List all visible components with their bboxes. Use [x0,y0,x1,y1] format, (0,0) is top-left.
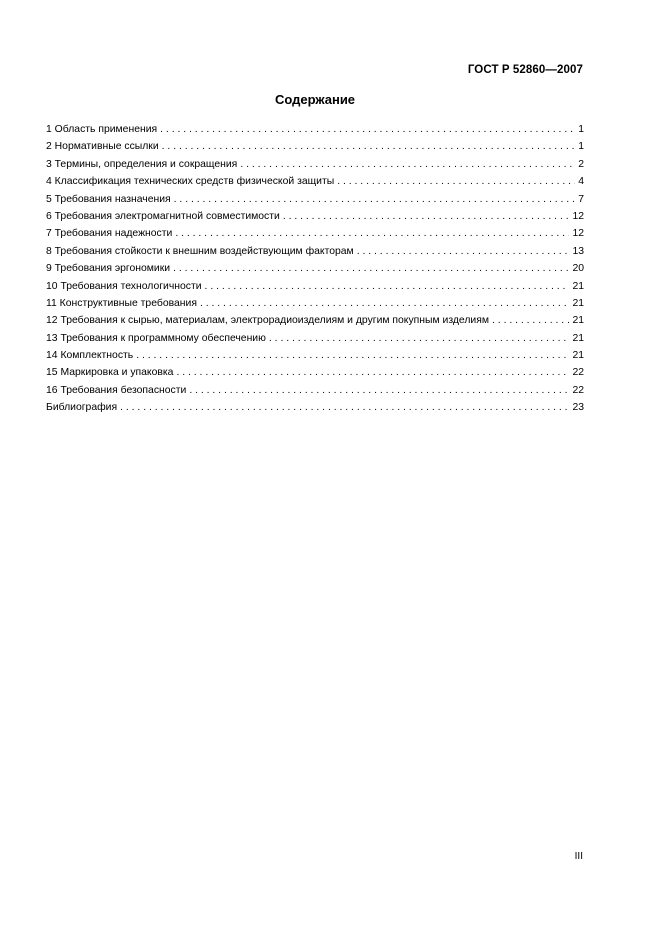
toc-entry[interactable] [46,260,584,277]
toc-entry-page: 21 [572,315,584,327]
toc-entry-page: 21 [572,350,584,362]
toc-entry-page: 12 [572,210,584,222]
toc-entry-page: 21 [572,332,584,344]
toc-entry-page: 22 [572,367,584,379]
toc-entry-title: 1 Область применения [46,124,158,135]
dot-leader [120,399,569,416]
dot-leader [200,295,569,312]
dot-leader [283,208,570,225]
toc-entry-title: 11 Конструктивные требования [46,297,197,309]
document-code: ГОСТ Р 52860—2007 [467,64,583,76]
toc-entry-title: 7 Требования надежности [46,228,173,240]
dot-leader [175,225,569,242]
toc-entry[interactable] [46,347,584,364]
toc-entry-page: 22 [572,384,584,396]
toc-entry[interactable] [46,208,584,225]
toc-entry-title: 9 Требования эргономики [46,263,171,275]
dot-leader [176,364,569,381]
toc-entry-title: 5 Требования назначения [46,193,171,205]
toc-entry-title: 14 Комплектность [46,350,134,362]
toc-entry[interactable] [46,173,584,190]
table-of-contents [46,121,584,417]
dot-leader [357,243,570,260]
toc-title: Содержание [274,92,356,107]
toc-entry-title: 12 Требования к сырью, материалам, электрорадиоизделиям и другим покупным изделиям [46,315,490,327]
toc-entry[interactable] [46,156,584,173]
toc-entry[interactable] [46,364,584,381]
toc-entry[interactable] [46,138,584,155]
dot-leader [162,138,576,155]
toc-entry-page: 4 [578,176,584,188]
toc-entry-title: 8 Требования стойкости к внешним воздействующим факторам [46,245,354,257]
toc-entry[interactable] [46,191,584,208]
toc-entry[interactable] [46,243,584,260]
toc-entry[interactable] [46,225,584,242]
dot-leader [136,347,569,364]
toc-entry-title: 2 Нормативные ссылки [46,141,159,153]
toc-entry[interactable] [46,278,584,295]
toc-entry-title: 13 Требования к программному обеспечению [46,332,266,344]
toc-entry-page: 7 [578,193,584,205]
toc-entry-page: 21 [572,280,584,292]
dot-leader [240,156,575,173]
toc-entry-title: 6 Требования электромагнитной совместимости [46,210,280,222]
dot-leader [160,121,575,138]
toc-entry[interactable] [46,312,584,329]
toc-entry-title: 3 Термины, определения и сокращения [46,158,238,170]
dot-leader [189,382,569,399]
toc-entry[interactable] [46,330,584,347]
toc-entry[interactable] [46,121,584,138]
toc-entry[interactable] [46,295,584,312]
toc-entry-page: 13 [572,245,584,257]
dot-leader [173,260,569,277]
toc-entry-page: 1 [578,141,584,153]
toc-entry-page: 20 [572,263,584,275]
toc-entry-page: 2 [578,158,584,170]
toc-entry-title: Библиография [46,402,118,414]
dot-leader [269,330,570,347]
toc-entry-page: 23 [572,402,584,414]
dot-leader [492,312,569,329]
dot-leader [337,173,575,190]
toc-entry-page: 21 [572,297,584,309]
toc-entry-page: 12 [572,228,584,240]
toc-entry-title: 16 Требования безопасности [46,384,187,396]
toc-entry[interactable] [46,382,584,399]
toc-entry-page: 1 [578,124,584,135]
toc-entry-title: 15 Маркировка и упаковка [46,367,174,379]
dot-leader [205,278,570,295]
toc-entry-title: 10 Требования технологичности [46,280,202,292]
toc-entry-title: 4 Классификация технических средств физической защиты [46,176,335,188]
toc-entry[interactable] [46,399,584,416]
page-number: III [574,851,583,862]
dot-leader [174,191,576,208]
